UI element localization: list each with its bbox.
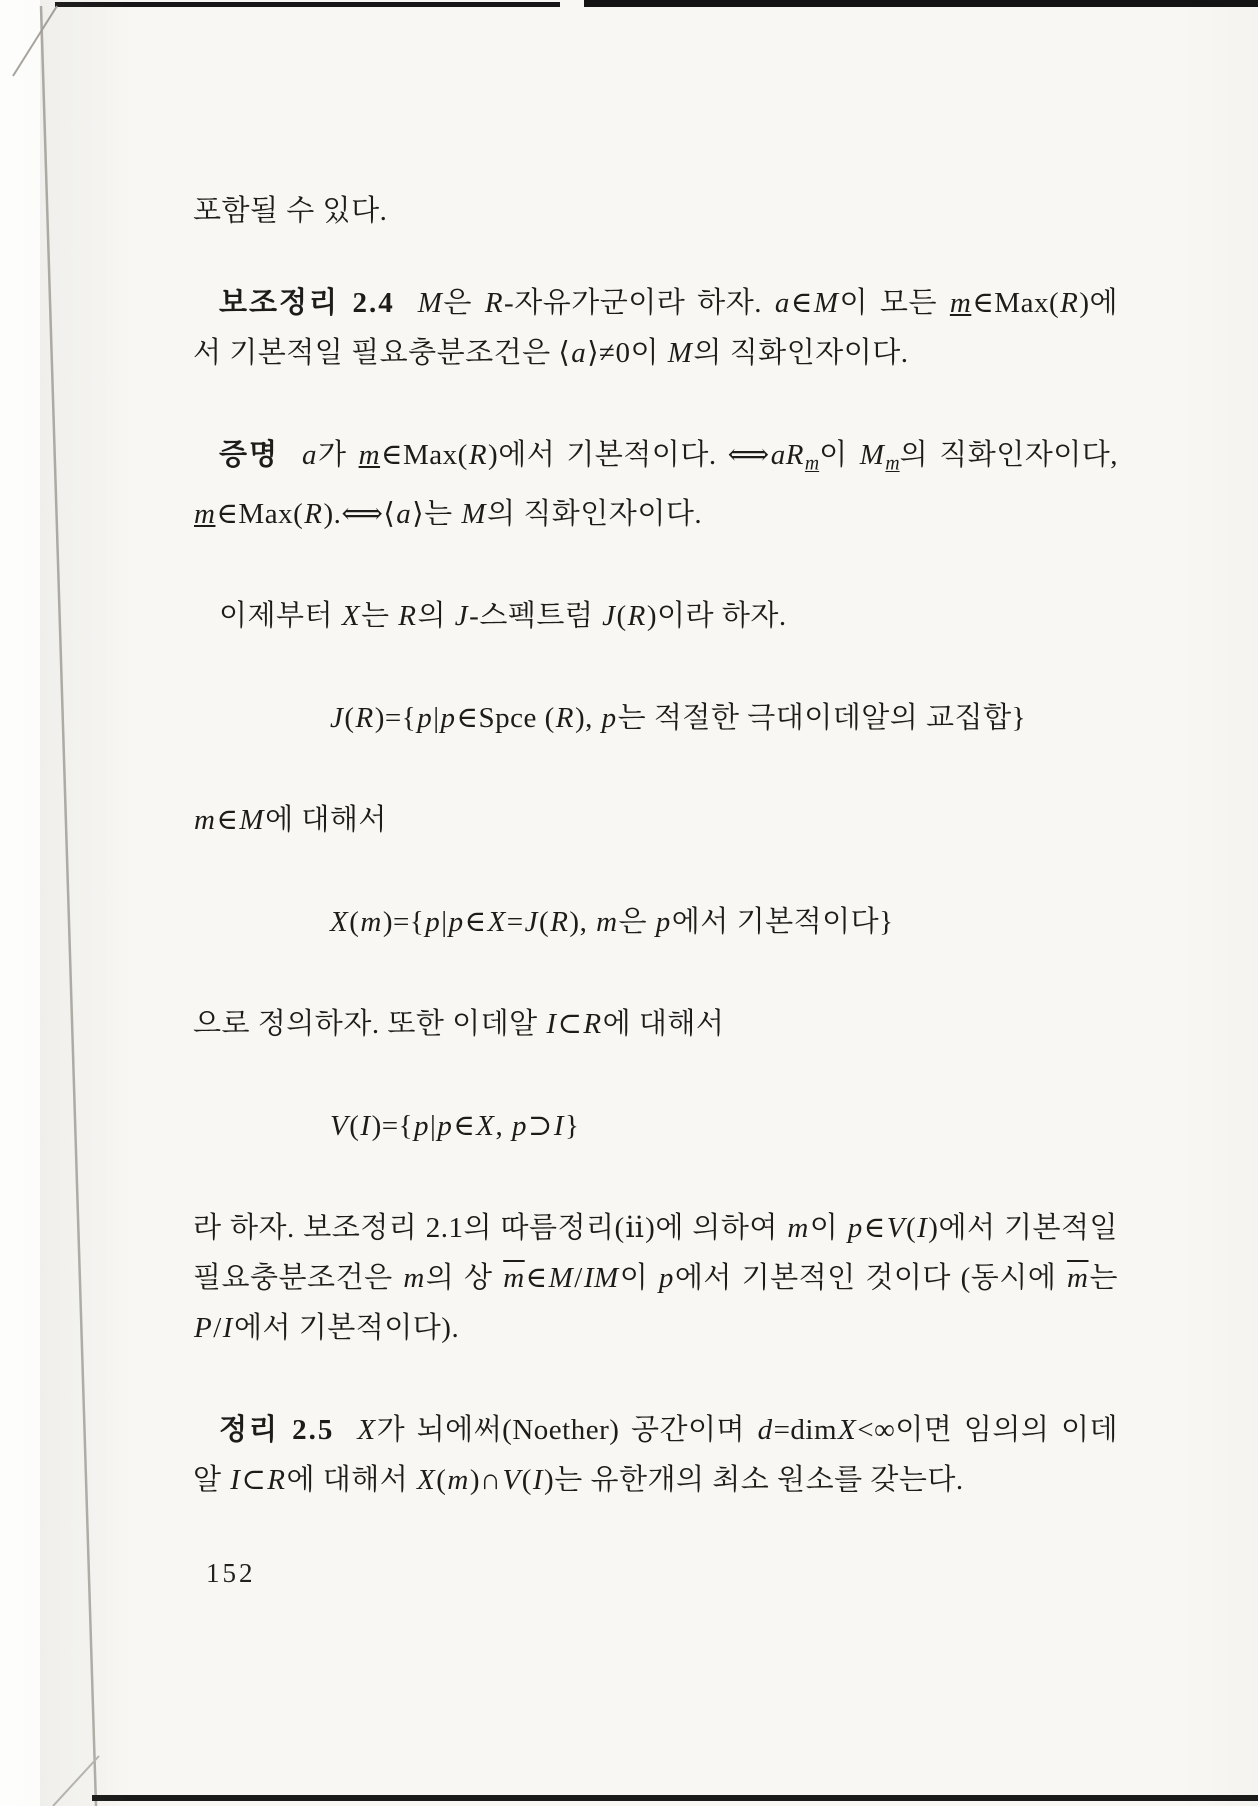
text-segment: X	[476, 1109, 495, 1142]
text-segment: )는 유한개의 최소 원소를 갖는다.	[544, 1463, 964, 1496]
text-segment: J	[602, 599, 616, 632]
text-segment: -스펙트럼	[469, 599, 602, 632]
text-segment: m	[596, 905, 618, 938]
paragraph-j-spectrum	[193, 591, 1118, 641]
text-segment: 라 하자. 보조정리 2.1의 따름정리(ⅱ)에 의하여	[193, 1211, 787, 1244]
text-segment: P	[194, 1311, 213, 1344]
text-segment: (	[616, 599, 627, 632]
paragraph-corollary-ref	[193, 1203, 1118, 1353]
text-segment: (	[344, 701, 355, 734]
text-segment: p	[655, 905, 671, 938]
text-segment: 이	[809, 1211, 847, 1244]
text-segment: I	[532, 1463, 544, 1496]
text-segment: I	[360, 1109, 371, 1142]
text-segment: 에 대해서	[265, 803, 387, 836]
text-segment: ⊂	[557, 1007, 583, 1040]
text-segment: M	[859, 439, 885, 471]
text-segment: J	[454, 599, 469, 632]
text-segment: 의	[417, 599, 454, 632]
text-segment: X	[417, 1463, 436, 1496]
text-segment: R	[267, 1463, 286, 1496]
text-segment: ∈	[790, 287, 813, 319]
top-edge-line-left	[55, 2, 560, 7]
text-segment: 이 모든	[839, 287, 949, 319]
paragraph-proof	[193, 430, 1118, 539]
text-segment: 의 직화인자이다.	[487, 497, 703, 530]
text-segment: |	[433, 701, 440, 734]
text-segment: ⟩는	[412, 497, 461, 530]
text-segment: ∈	[216, 803, 239, 836]
text-segment: m	[358, 439, 381, 471]
text-segment: m	[447, 1463, 469, 1496]
text-segment: ∈	[464, 905, 487, 938]
paragraph-for-m	[193, 795, 1118, 845]
text-segment: 증명	[219, 439, 280, 471]
text-segment: a	[302, 439, 318, 471]
text-segment: ∈Max(	[381, 439, 468, 471]
text-segment: p	[417, 701, 433, 734]
text-segment: R	[484, 287, 504, 319]
text-segment: /	[574, 1261, 583, 1294]
text-segment: $\overline{m}$	[1067, 1261, 1089, 1294]
text-segment: 포함될 수 있다.	[193, 195, 388, 227]
text-segment: V	[330, 1109, 349, 1142]
text-segment: $\overline{m}$	[503, 1261, 525, 1294]
spine-shadow	[40, 0, 130, 1806]
text-segment: p	[601, 701, 617, 734]
text-segment: X	[487, 905, 506, 938]
text-segment: M	[461, 497, 486, 530]
text-segment: M	[667, 337, 693, 369]
text-segment: ,	[495, 1109, 511, 1142]
text-segment: R	[355, 701, 374, 734]
page-body	[193, 186, 1118, 1557]
text-segment: R	[627, 599, 646, 632]
text-segment: J	[330, 701, 344, 734]
text-segment: p	[448, 905, 464, 938]
text-segment: I	[917, 1211, 928, 1244]
text-segment: X	[357, 1413, 376, 1446]
text-segment: 이제부터	[219, 599, 341, 632]
text-segment: R	[550, 905, 569, 938]
text-segment: V	[502, 1463, 521, 1496]
text-segment: M	[548, 1261, 574, 1294]
text-segment: m	[194, 497, 216, 530]
text-segment: (	[539, 905, 550, 938]
text-segment: =	[506, 905, 524, 938]
text-segment: 가 뇌에써(Noether) 공간이며	[376, 1413, 757, 1446]
text-segment: R	[1060, 287, 1079, 319]
text-segment: m	[804, 452, 820, 475]
text-segment: 은	[618, 905, 655, 938]
text-segment: V	[886, 1211, 905, 1244]
equation-j-r	[193, 693, 1118, 743]
text-segment: 는	[361, 599, 398, 632]
text-segment: 는 적절한 극대이데알의 교집합}	[617, 701, 1027, 734]
text-segment: ∈Max(	[216, 497, 304, 530]
page-corner-line	[13, 6, 57, 76]
text-segment: 에 대해서	[286, 1463, 417, 1496]
equation-v-i	[193, 1101, 1118, 1151]
page-number: 152	[206, 1558, 256, 1588]
top-edge-line-right	[584, 0, 1258, 7]
page-corner-bottom-line	[53, 1756, 99, 1806]
text-segment: ⊃	[528, 1109, 553, 1142]
text-segment: ∈	[525, 1261, 548, 1294]
paragraph-lemma-2-4	[193, 278, 1118, 378]
text-segment: -자유가군이라 하자.	[504, 287, 774, 319]
page-stack-edge-line	[41, 6, 96, 1806]
text-segment: J	[524, 905, 539, 938]
text-segment: p	[414, 1109, 429, 1142]
text-segment: M	[239, 803, 265, 836]
text-segment: I	[546, 1007, 557, 1040]
text-segment: 에서 기본적인 것이다 (동시에	[674, 1261, 1067, 1294]
text-segment: I	[230, 1463, 241, 1496]
text-segment: )에서 기본적이다. ⟺	[488, 439, 770, 471]
text-segment: 의 직화인자이다,	[899, 439, 1119, 471]
text-segment: I	[553, 1109, 564, 1142]
text-segment: X	[330, 905, 349, 938]
text-segment: (	[521, 1463, 532, 1496]
text-segment: 에서 기본적이다}	[671, 905, 894, 938]
text-segment: p	[425, 905, 441, 938]
equation-x-m	[193, 897, 1118, 947]
text-segment: m	[885, 452, 900, 475]
text-segment: a	[774, 287, 790, 319]
text-segment: X	[838, 1413, 857, 1446]
text-segment: X	[341, 599, 361, 632]
text-segment: R	[398, 599, 417, 632]
text-segment: M	[417, 287, 443, 319]
text-segment: m	[360, 905, 382, 938]
text-segment: )={	[382, 905, 425, 938]
text-segment: p	[512, 1109, 527, 1142]
text-segment: |	[430, 1109, 437, 1142]
text-segment: )이라 하자.	[646, 599, 787, 632]
text-segment: 에서 기본적이다).	[233, 1311, 460, 1344]
text-segment: R	[468, 439, 488, 471]
text-segment: ∈Max(	[972, 287, 1060, 319]
text-segment: M	[813, 287, 839, 319]
text-segment: R	[555, 701, 574, 734]
text-segment: (	[349, 1109, 360, 1142]
text-segment: 보조정리 2.4	[219, 287, 395, 319]
text-segment: 으로 정의하자. 또한 이데알	[193, 1007, 546, 1040]
text-segment: )에서 기본적일 필요충분조건은	[193, 1211, 1119, 1294]
text-segment: a	[571, 337, 587, 369]
paragraph-intro	[193, 186, 1118, 236]
text-segment: =dim	[773, 1413, 838, 1446]
text-segment: m	[194, 803, 216, 836]
text-segment: /	[213, 1311, 222, 1344]
text-segment: 가	[318, 439, 358, 471]
text-segment: m	[403, 1261, 425, 1294]
text-segment: R	[583, 1007, 602, 1040]
text-segment: }	[564, 1109, 580, 1142]
paragraph-define-ideal	[193, 999, 1118, 1049]
bottom-edge-line	[92, 1795, 1258, 1801]
text-segment: 은	[443, 287, 484, 319]
text-segment: 의 상	[425, 1261, 503, 1294]
text-segment: d	[757, 1413, 773, 1446]
text-segment: )={	[371, 1109, 413, 1142]
text-segment: )={	[374, 701, 417, 734]
text-segment: p	[658, 1261, 674, 1294]
text-segment: a	[396, 497, 412, 530]
text-segment: ⟩≠0이	[587, 337, 667, 369]
text-segment: ∈	[863, 1211, 886, 1244]
text-segment: aR	[770, 439, 804, 471]
text-segment: 의 직화인자이다.	[693, 337, 909, 369]
text-segment: )에서 기본적일 필요충분조건은 ⟨	[193, 287, 1118, 369]
text-segment: (	[905, 1211, 917, 1244]
text-segment: m	[787, 1211, 809, 1244]
text-segment: 는	[1089, 1261, 1119, 1294]
text-segment: 정리 2.5	[219, 1413, 335, 1446]
text-segment: ).⟺⟨	[323, 497, 396, 530]
text-segment: ⊂	[241, 1463, 267, 1496]
text-segment: 이	[619, 1261, 658, 1294]
text-segment: p	[440, 701, 456, 734]
text-segment: I	[222, 1311, 233, 1344]
text-segment: 에 대해서	[602, 1007, 725, 1040]
text-segment: R	[304, 497, 323, 530]
text-segment: IM	[583, 1261, 619, 1294]
text-segment: <∞이면 임의의 이데알	[193, 1413, 1119, 1496]
paragraph-theorem-2-5	[193, 1405, 1118, 1505]
text-segment: m	[949, 287, 972, 319]
text-segment: 이	[819, 439, 859, 471]
text-segment: ∈	[453, 1109, 476, 1142]
text-segment: ),	[569, 905, 596, 938]
text-segment: (	[349, 905, 360, 938]
text-segment: ),	[574, 701, 601, 734]
text-segment: p	[437, 1109, 453, 1142]
text-segment: )∩	[469, 1463, 502, 1496]
text-segment: ∈Spce (	[456, 701, 555, 734]
text-segment: |	[441, 905, 448, 938]
text-segment: (	[436, 1463, 447, 1496]
text-segment: p	[847, 1211, 863, 1244]
